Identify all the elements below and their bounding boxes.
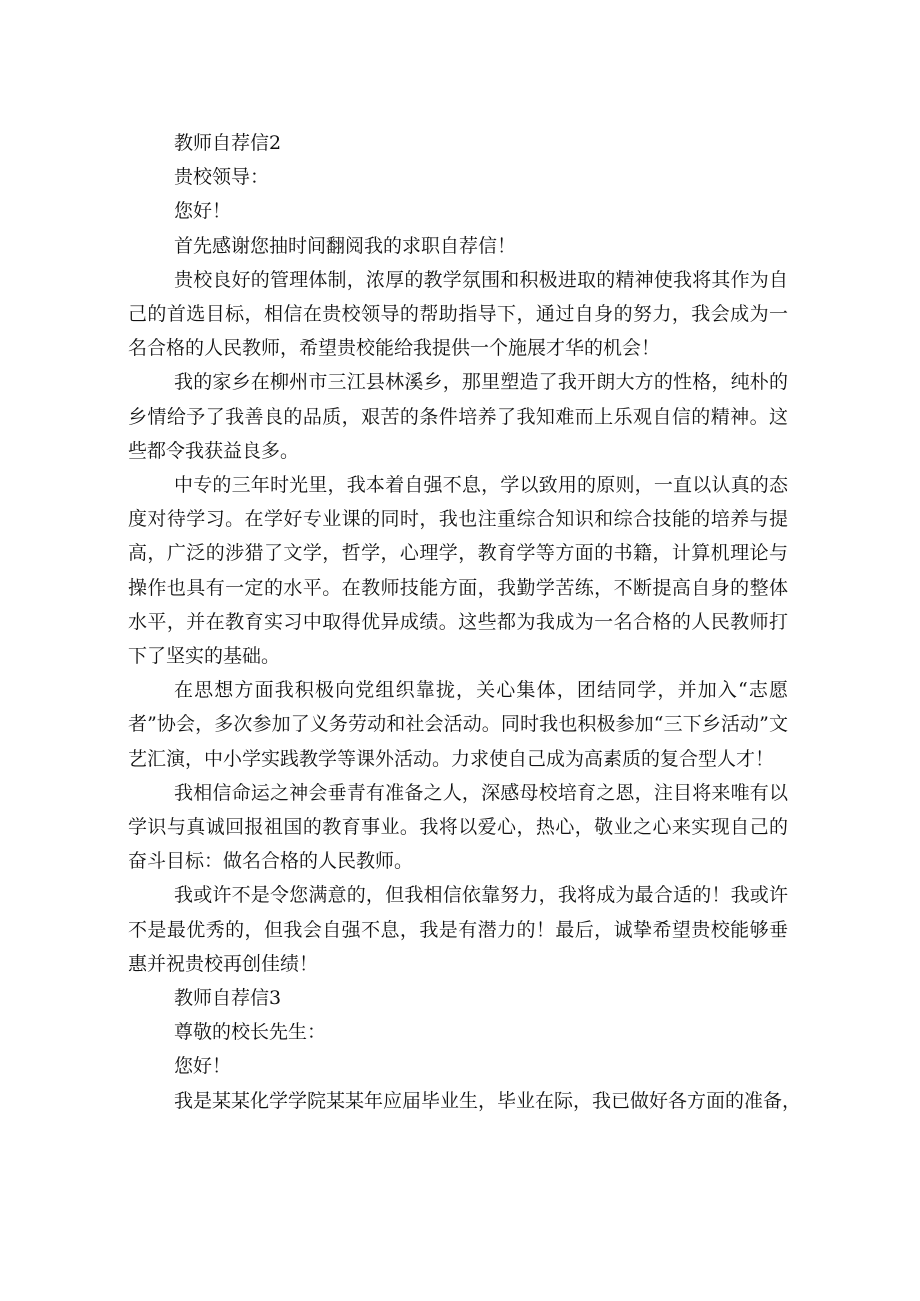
letter3-title: 教师自荐信3 [174,987,282,1010]
letter3-first-line: 我是某某化学学院某某年应届毕业生，毕业在际，我已做好各方面的准备， [174,1089,802,1112]
letter2-title: 教师自荐信2 [174,132,282,154]
letter2-paragraph: 中专的三年时光里，我本着自强不息，学以致用的原则，一直以认真的态度对待学习。在学好专业课的同时，我也注重综合知识和综合技能的培养与提高，广泛的涉猎了文学，哲学，心理学，教育学等方面的书籍，计算机理论与操作也具有一定的水平。在教师技能方面，我勤学苦练，不断提高自身的整体水平，并在教育实习中取得优异成绩。这些都为我成为一名合格的人民教师打下了坚实的基础。 [128,474,788,668]
letter2-salutation: 贵校领导： [174,166,270,189]
letter2-paragraph: 我或许不是令您满意的，但我相信依靠努力，我将成为最合适的！我或许不是最优秀的，但我会自强不息，我是有潜力的！最后，诚挚希望贵校能够垂惠并祝贵校再创佳绩！ [128,884,788,975]
letter2-paragraph: 在思想方面我积极向党组织靠拢，关心集体，团结同学，并加入“志愿者”协会，多次参加了义务劳动和社会活动。同时我也积极参加“三下乡活动”文艺汇演，中小学实践教学等课外活动。力求使自己成为高素质的复合型人才！ [128,679,788,770]
letter2-paragraph: 我相信命运之神会垂青有准备之人，深感母校培育之恩，注目将来唯有以学识与真诚回报祖国的教育事业。我将以爱心，热心，敬业之心来实现自己的奋斗目标：做名合格的人民教师。 [128,781,788,873]
letter2-greeting: 您好！ [174,200,232,223]
letter3-salutation: 尊敬的校长先生： [174,1021,327,1044]
letter2-intro: 首先感谢您抽时间翻阅我的求职自荐信！ [174,234,517,257]
document-body [128,126,802,1118]
letter2-paragraph: 贵校良好的管理体制，浓厚的教学氛围和积极进取的精神使我将其作为自己的首选目标，相信在贵校领导的帮助指导下，通过自身的努力，我会成为一名合格的人民教师，希望贵校能给我提供一个施展才华的机会！ [128,268,788,360]
letter2-paragraph: 我的家乡在柳州市三江县林溪乡，那里塑造了我开朗大方的性格，纯朴的乡情给予了我善良的品质，艰苦的条件培养了我知难而上乐观自信的精神。这些都令我获益良多。 [128,371,788,462]
letter3-greeting: 您好！ [174,1055,232,1078]
